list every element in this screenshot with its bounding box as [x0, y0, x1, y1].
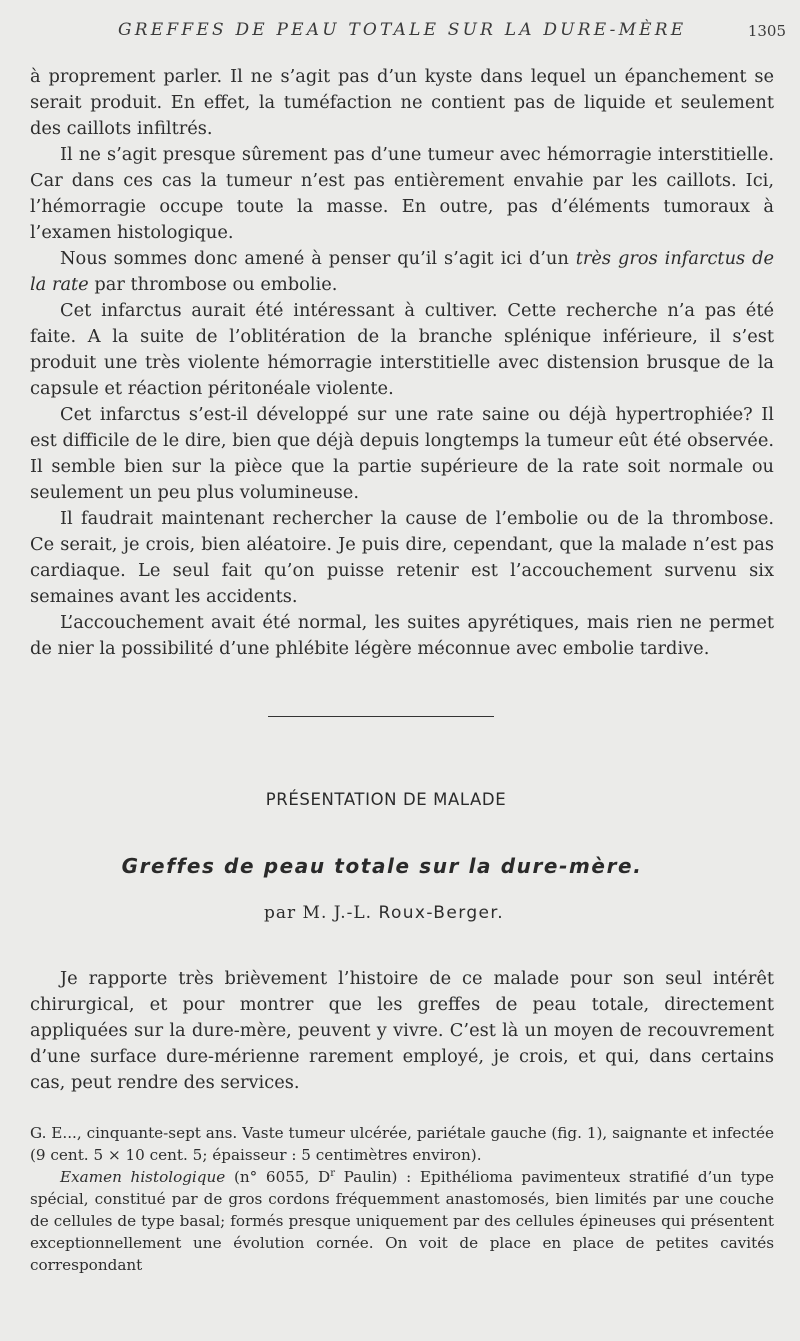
- author-prefix: par M. J.-L.: [263, 903, 379, 923]
- case-paragraph-1: G. E..., cinquante-sept ans. Vaste tumeur ulcérée, pariétale gauche (fig. 1), saignante et infectée (9 cent. 5 × 10 cent. 5; épaisseur : 5 centimètres environ).: [30, 1124, 774, 1164]
- case-exam-sup: r: [330, 1167, 336, 1179]
- article-title: Greffes de peau totale sur la dure-mère.: [121, 854, 643, 878]
- section-heading: PRÉSENTATION DE MALADE: [265, 790, 507, 809]
- author-line: [0, 903, 768, 923]
- paragraph-6: Il faudrait maintenant rechercher la cause de l’embolie ou de la thrombose. Ce serait, je crois, bien aléatoire. Je puis dire, cependant, que la malade n’est pas cardiaque. Le seul fait qu’on puisse retenir est l’accouchement survenu six semaines avant les accidents.: [30, 508, 774, 607]
- paragraph-3-end: par thrombose ou embolie.: [88, 274, 338, 295]
- paragraph-3: [30, 246, 774, 298]
- running-header: [0, 20, 800, 46]
- running-title: GREFFES DE PEAU TOTALE SUR LA DURE-MÈRE: [118, 20, 687, 40]
- paragraph-2: Il ne s’agit presque sûrement pas d’une tumeur avec hémorragie interstitielle. Car dans ces cas la tumeur n’est pas entièrement envahie par les caillots. Ici, l’hémorragie occupe toute la masse. En outre, pas d’éléments tumoraux à l’examen histologique.: [30, 144, 774, 243]
- paragraph-1: à proprement parler. Il ne s’agit pas d’un kyste dans lequel un épanchement se serait produit. En effet, la tuméfaction ne contient pas de liquide et seulement des caillots infiltrés.: [30, 66, 774, 139]
- case-paragraph-2: [30, 1166, 774, 1276]
- case-exam-text: Paulin) : Epithélioma pavimenteux stratifié d’un type spécial, constitué par de gros cordons fréquemment anastomosés, bien limités par une couche de cellules de type basal; formés presque uniquement par des cellules épineuses qui présentent exceptionnellement une évolution cornée. On voit de place en place de petites cavités correspondant: [30, 1168, 774, 1274]
- paragraph-4: Cet infarctus aurait été intéressant à cultiver. Cette recherche n’a pas été faite. A la suite de l’oblitération de la branche splénique inférieure, il s’est produit une très violente hémorragie interstitielle avec distension brusque de la capsule et réaction péritonéale violente.: [30, 300, 774, 399]
- case-report: [30, 1122, 774, 1276]
- case-exam-ref: (n° 6055, D: [225, 1168, 331, 1186]
- paragraph-5: Cet infarctus s’est-il développé sur une rate saine ou déjà hypertrophiée? Il est difficile de le dire, bien que déjà depuis longtemps la tumeur eût été observée. Il semble bien sur la pièce que la partie supérieure de la rate soit normale ou seulement un peu plus volumineuse.: [30, 404, 774, 503]
- body-text: [30, 64, 774, 662]
- section-divider: [268, 716, 494, 717]
- paragraph-3-emphasis: très gros infarctus de la rate: [30, 248, 774, 295]
- page-number: 1305: [747, 22, 786, 40]
- author-name: Roux-Berger.: [378, 903, 505, 923]
- paragraph-3-start: Nous sommes donc amené à penser qu’il s’agit ici d’un: [60, 248, 576, 269]
- case-exam-heading: Examen histologique: [60, 1168, 226, 1186]
- intro-text: [30, 966, 774, 1096]
- paragraph-7: L’accouchement avait été normal, les suites apyrétiques, mais rien ne permet de nier la possibilité d’une phlébite légère méconnue avec embolie tardive.: [30, 612, 774, 659]
- intro-paragraph: Je rapporte très brièvement l’histoire de ce malade pour son seul intérêt chirurgical, et pour montrer que les greffes de peau totale, directement appliquées sur la dure-mère, peuvent y vivre. C’est là un moyen de recouvrement d’une surface dure-mérienne rarement employé, je crois, et qui, dans certains cas, peut rendre des services.: [30, 968, 774, 1093]
